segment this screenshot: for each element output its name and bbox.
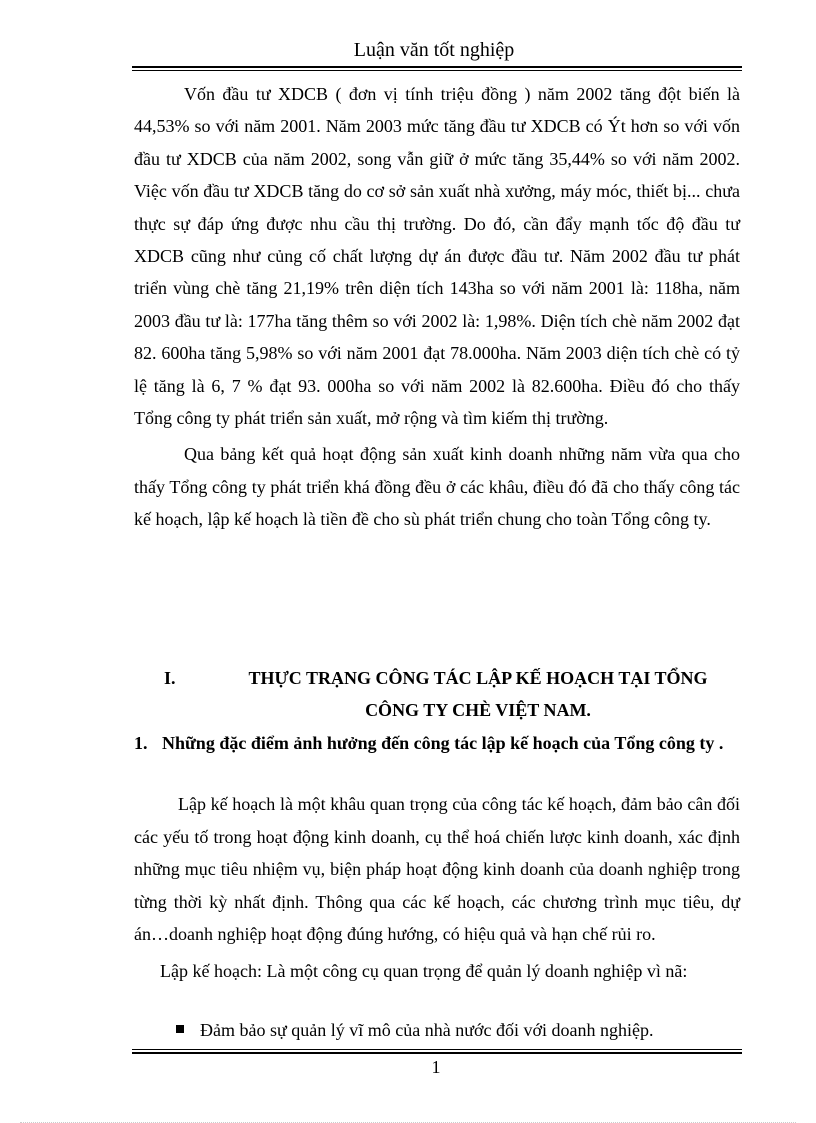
subsection-number: 1. [134,733,148,753]
body-text [134,78,740,536]
section-title-line-1: THỰC TRẠNG CÔNG TÁC LẬP KẾ HOẠCH TẠI TỔNG [248,668,708,688]
subsection-heading [134,727,740,759]
section-title-line-2: CÔNG TY CHÈ VIỆT NAM. [365,700,591,720]
paragraph-planning: Lập kế hoạch là một khâu quan trọng của công tác kế hoạch, đảm bảo cân đối các yếu tố trong hoạt động kinh doanh, cụ thể hoá chiến lược kinh doanh, xác định những mục tiêu nhiệm vụ, biện pháp hoạt động kinh doanh của doanh nghiệp trong từng thời kỳ nhất định. Thông qua các kế hoạch, các chương trình mục tiêu, dự án…doanh nghiệp hoạt động đúng hướng, có hiệu quả và hạn chế rủi ro. [134,794,740,944]
page-number: 1 [431,1057,441,1077]
list-item-text: Đảm bảo sự quản lý vĩ mô của nhà nước đối với doanh nghiệp. [200,1020,654,1040]
paragraph-investment: Vốn đầu tư XDCB ( đơn vị tính triệu đồng ) năm 2002 tăng đột biến là 44,53% so với năm 2001. Năm 2003 mức tăng đầu tư XDCB có Ýt hơn so với vốn đầu tư XDCB của năm 2002, song vẫn giữ ở mức tăng 35,44% so với năm 2002. Việc vốn đầu tư XDCB tăng do cơ sở sản xuất nhà xưởng, máy móc, thiết bị... chưa thực sự đáp ứng được nhu cầu thị trường. Do đó, cần đẩy mạnh tốc độ đầu tư XDCB cũng như củng cố chất lượng dự án được đầu tư. Năm 2002 đầu tư phát triển vùng chè tăng 21,19% trên diện tích 143ha so với năm 2001 là: 118ha, năm 2003 đầu tư là: 177ha tăng thêm so với 2002 là: 1,98%. Diện tích chè năm 2002 đạt 82. 600ha tăng 5,98% so với năm 2001 đạt 78.000ha. Năm 2003 diện tích chè có tỷ lệ tăng là 6, 7 % đạt 93. 000ha so với năm 2002 là 82.600ha. Điều đó cho thấy Tổng công ty phát triển sản xuất, mở rộng và tìm kiếm thị trường. [134,84,740,429]
paragraph-planning-tool: Lập kế hoạch: Là một công cụ quan trọng để quản lý doanh nghiệp vì nã: [160,960,688,981]
square-bullet-icon [176,1025,184,1033]
footer-rule [132,1049,742,1054]
subsection-title: Những đặc điểm ảnh hưởng đến công tác lập kế hoạch của Tổng công ty . [162,733,724,753]
body-text-2 [134,788,740,985]
header-title: Luận văn tốt nghiệp [353,39,515,61]
header-rule [132,66,742,71]
paragraph-results: Qua bảng kết quả hoạt động sản xuất kinh doanh những năm vừa qua cho thấy Tổng công ty phát triển khá đồng đều ở các khâu, điều đó đã cho thấy công tác kế hoạch, lập kế hoạch là tiền đề cho sù phát triển chung cho toàn Tổng công ty. [134,444,740,530]
section-number: I. [164,668,176,688]
